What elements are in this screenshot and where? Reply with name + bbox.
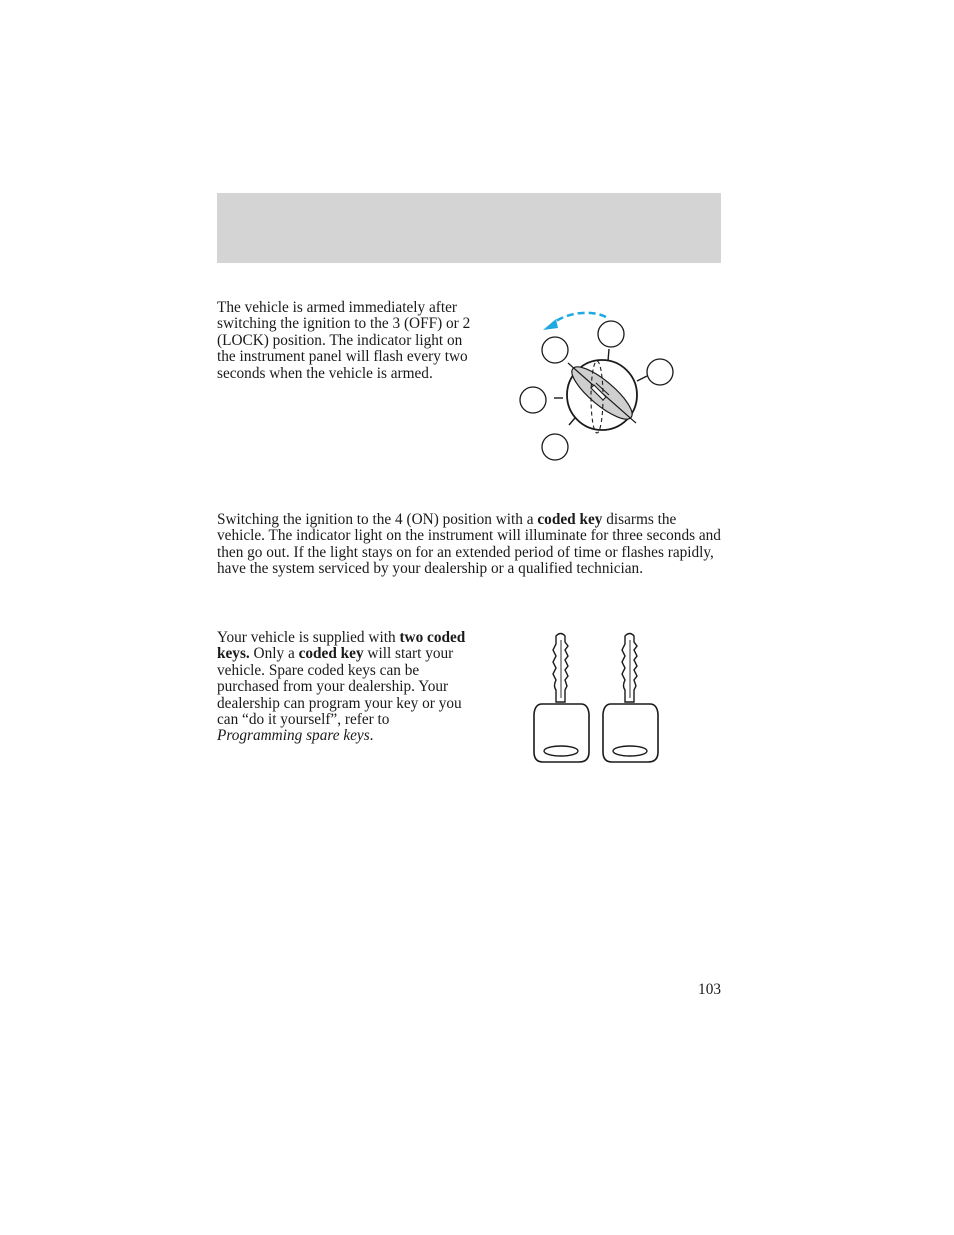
disarm-text-2: disarms the vehicle. The indicator light on the instrument will illuminate for three seconds and then go out. If the light stays on for an extended period of time or flashes rapidly, have the system serviced by your dealership or a qualified technician. [217,511,721,578]
keys-bold-coded-key: coded key [298,645,364,663]
keys-text-1: Your vehicle is supplied with [217,629,400,646]
disarm-text-1: Switching the ignition to the 4 (ON) position with a [217,511,538,528]
coded-key-right [603,634,658,763]
position-circle-left [520,387,546,413]
keys-paragraph [217,630,472,745]
rotation-arrow [552,313,606,324]
coded-key-left [534,634,589,763]
disarm-paragraph [217,512,723,578]
coded-keys-icon [525,628,670,768]
position-circle-upper-left [542,337,568,363]
rotation-arrowhead [543,319,558,330]
armed-paragraph [217,300,472,382]
keys-text-2: Only a [249,645,299,663]
keys-italic-programming-spare-keys: Programming spare keys [217,727,370,745]
section-header-band [217,193,721,263]
position-circle-bottom [542,434,568,460]
page-number: 103 [698,981,721,998]
position-circle-top [598,321,624,347]
keys-text-4: . [369,727,374,745]
ignition-switch-icon [510,305,680,467]
keys-bold-two-coded-keys: two coded keys. [217,629,466,663]
disarm-bold-coded-key: coded key [537,511,603,528]
armed-text: The vehicle is armed immediately after switching the ignition to the 3 (OFF) or 2 (LOCK) position. The indicator light on the instrument panel will flash every two seconds when the vehicle is armed. [217,299,471,382]
position-circle-right [647,359,673,385]
keys-text-3: will start your vehicle. Spare coded keys can be purchased from your dealership. Your dealership can program your key or you can “do it yourself”, refer to [217,645,462,729]
